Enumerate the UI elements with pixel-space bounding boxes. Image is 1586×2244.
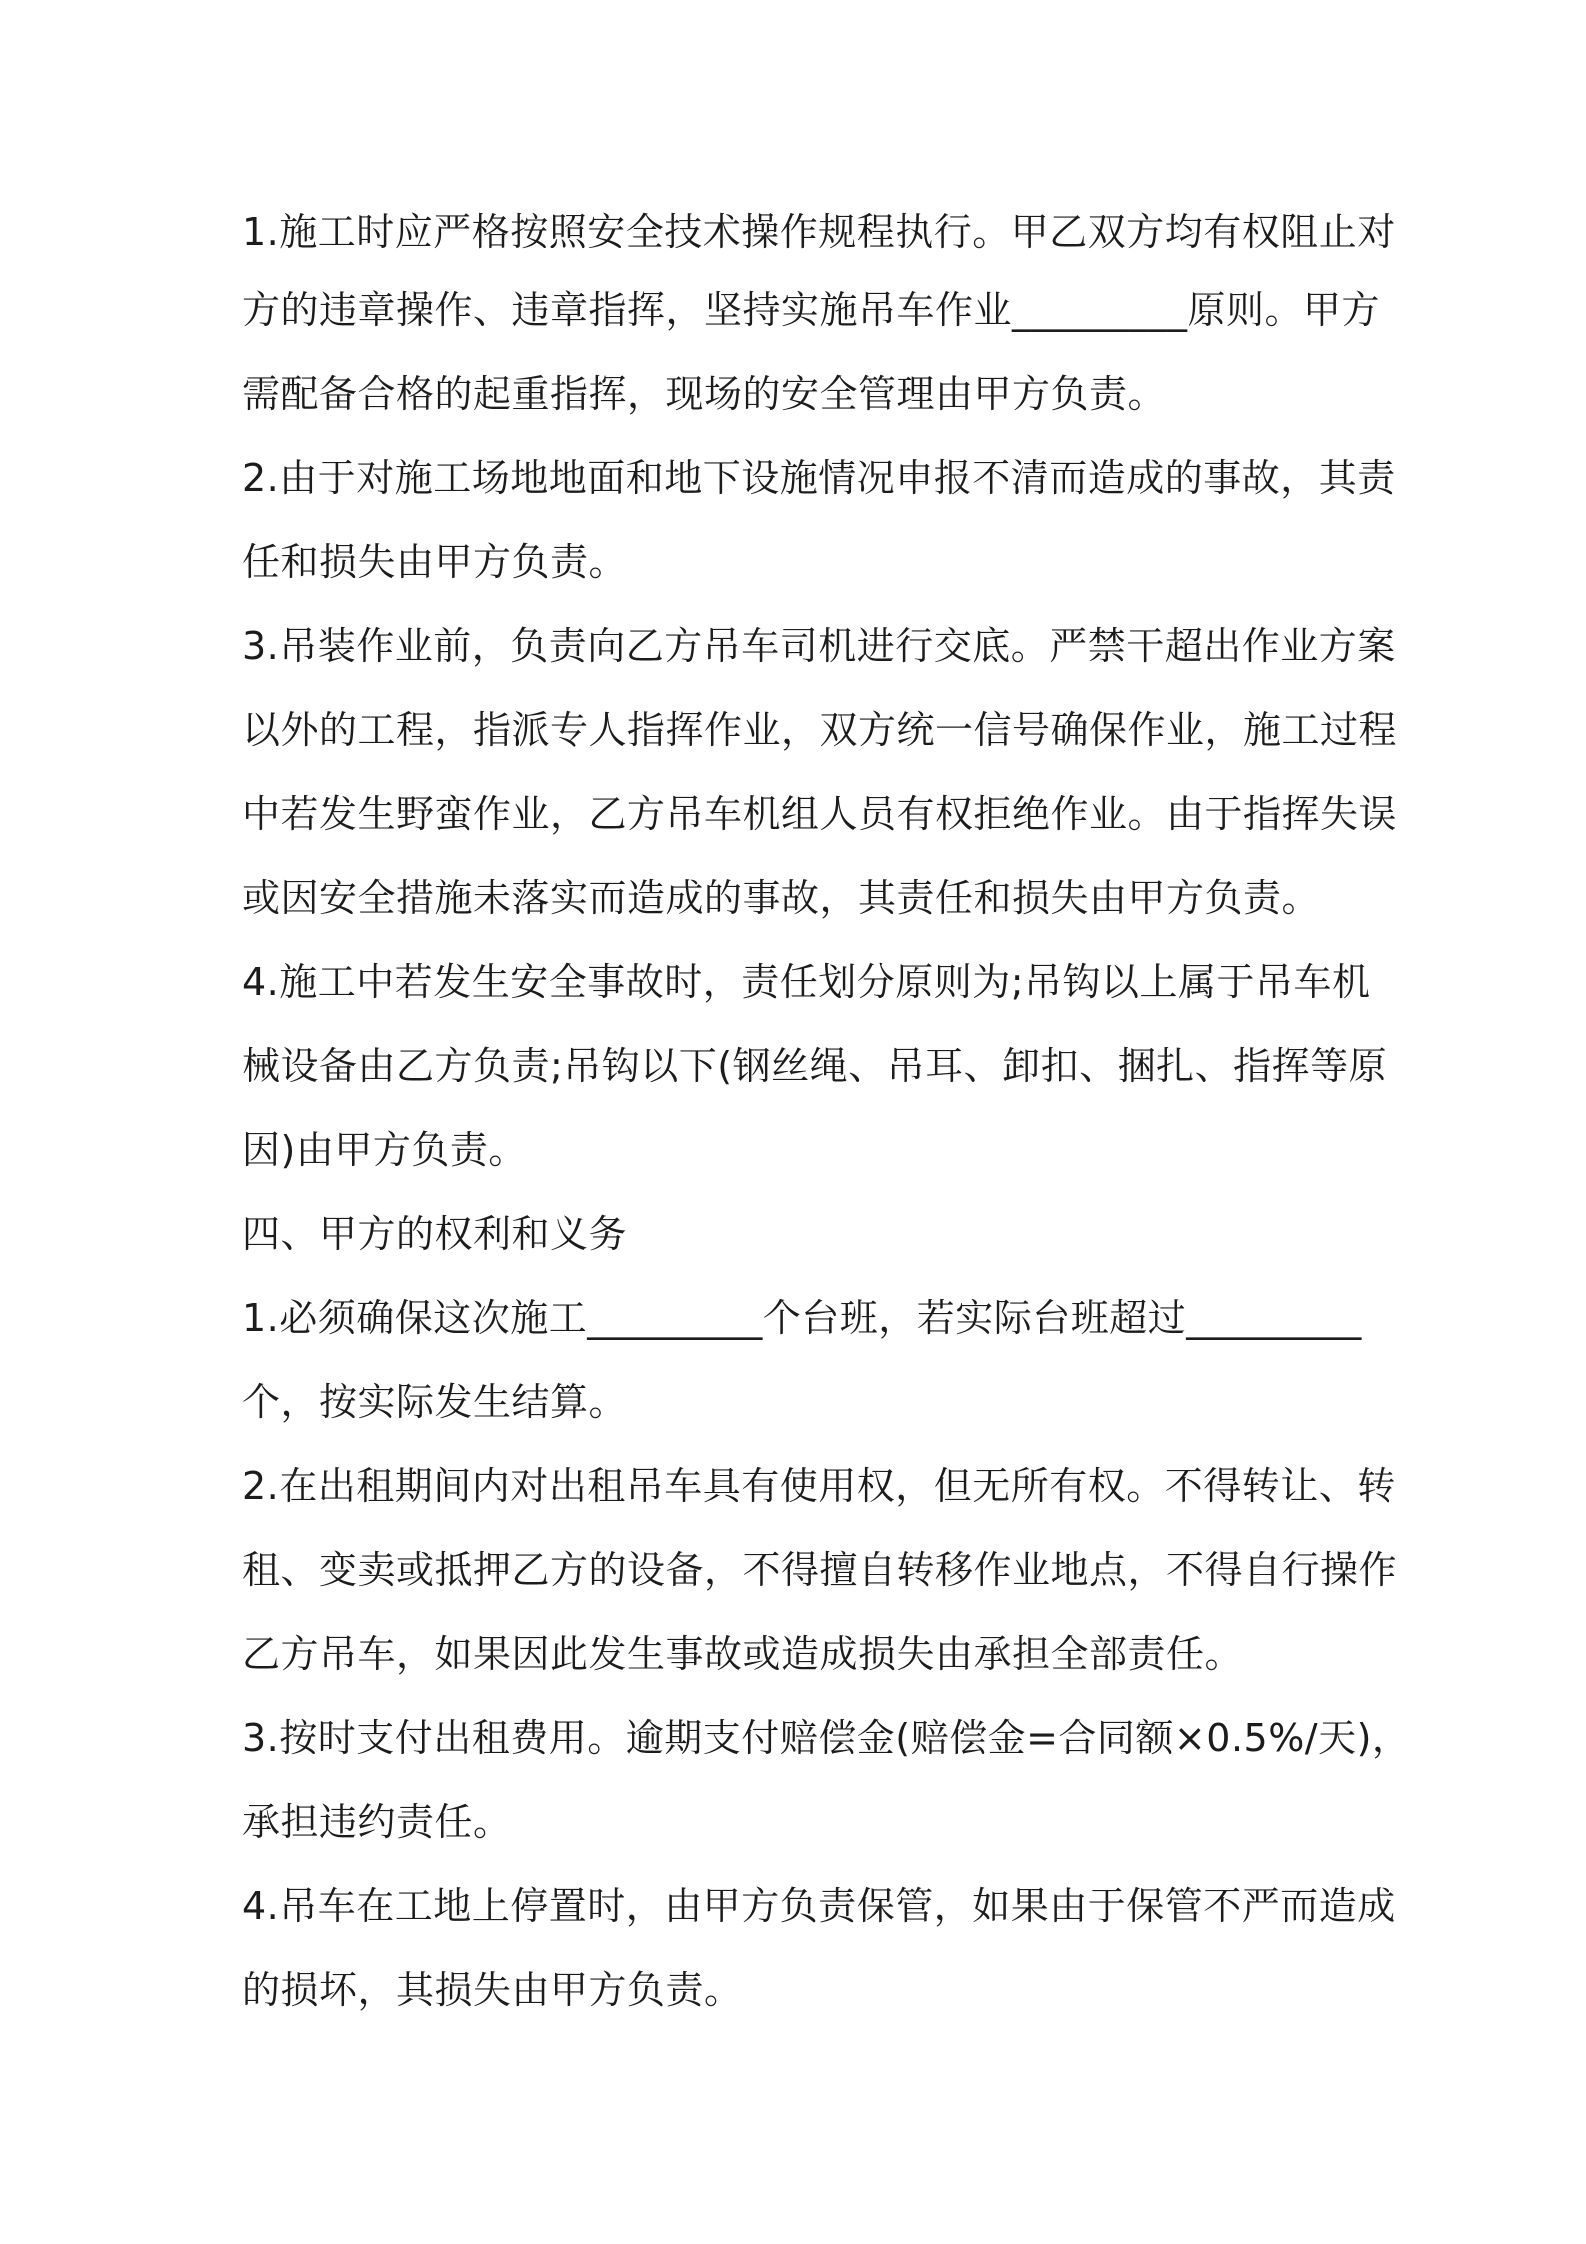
text-line: 需配备合格的起重指挥，现场的安全管理由甲方负责。 <box>242 372 1167 416</box>
text-line: 的损坏，其损失由甲方负责。 <box>242 1968 743 2012</box>
text-line: 2.由于对施工场地地面和地下设施情况申报不清而造成的事故，其责 <box>242 456 1396 500</box>
text-line: 3.按时支付出租费用。逾期支付赔偿金(赔偿金=合同额×0.5%/天)， <box>242 1716 1411 1760</box>
text-line: 械设备由乙方负责;吊钩以下(钢丝绳、吊耳、卸扣、捆扎、指挥等原 <box>242 1044 1388 1088</box>
text-line: 租、变卖或抵押乙方的设备，不得擅自转移作业地点，不得自行操作 <box>242 1548 1398 1592</box>
section-heading: 四、甲方的权利和义务 <box>242 1212 628 1256</box>
text-line: 或因安全措施未落实而造成的事故，其责任和损失由甲方负责。 <box>242 876 1321 920</box>
text-line: 因)由甲方负责。 <box>242 1128 527 1172</box>
text-line: 乙方吊车，如果因此发生事故或造成损失由承担全部责任。 <box>242 1632 1244 1676</box>
document-body <box>242 196 1411 2032</box>
text-line: 1.施工时应严格按照安全技术操作规程执行。甲乙双方均有权阻止对 <box>242 210 1396 254</box>
text-line: 4.施工中若发生安全事故时，责任划分原则为;吊钩以上属于吊车机 <box>242 960 1371 1004</box>
text-line: 方的违章操作、违章指挥，坚持实施吊车作业_________原则。甲方 <box>242 288 1381 332</box>
text-line: 3.吊装作业前，负责向乙方吊车司机进行交底。严禁干超出作业方案 <box>242 624 1396 668</box>
text-line: 以外的工程，指派专人指挥作业，双方统一信号确保作业，施工过程 <box>242 708 1398 752</box>
text-line: 中若发生野蛮作业，乙方吊车机组人员有权拒绝作业。由于指挥失误 <box>242 792 1398 836</box>
text-line: 1.必须确保这次施工_________个台班，若实际台班超过_________ <box>242 1296 1362 1340</box>
text-line: 2.在出租期间内对出租吊车具有使用权，但无所有权。不得转让、转 <box>242 1464 1396 1508</box>
text-line: 4.吊车在工地上停置时，由甲方负责保管，如果由于保管不严而造成 <box>242 1884 1396 1928</box>
text-line: 任和损失由甲方负责。 <box>242 540 628 584</box>
text-line: 个，按实际发生结算。 <box>242 1380 628 1424</box>
text-line: 承担违约责任。 <box>242 1800 512 1844</box>
